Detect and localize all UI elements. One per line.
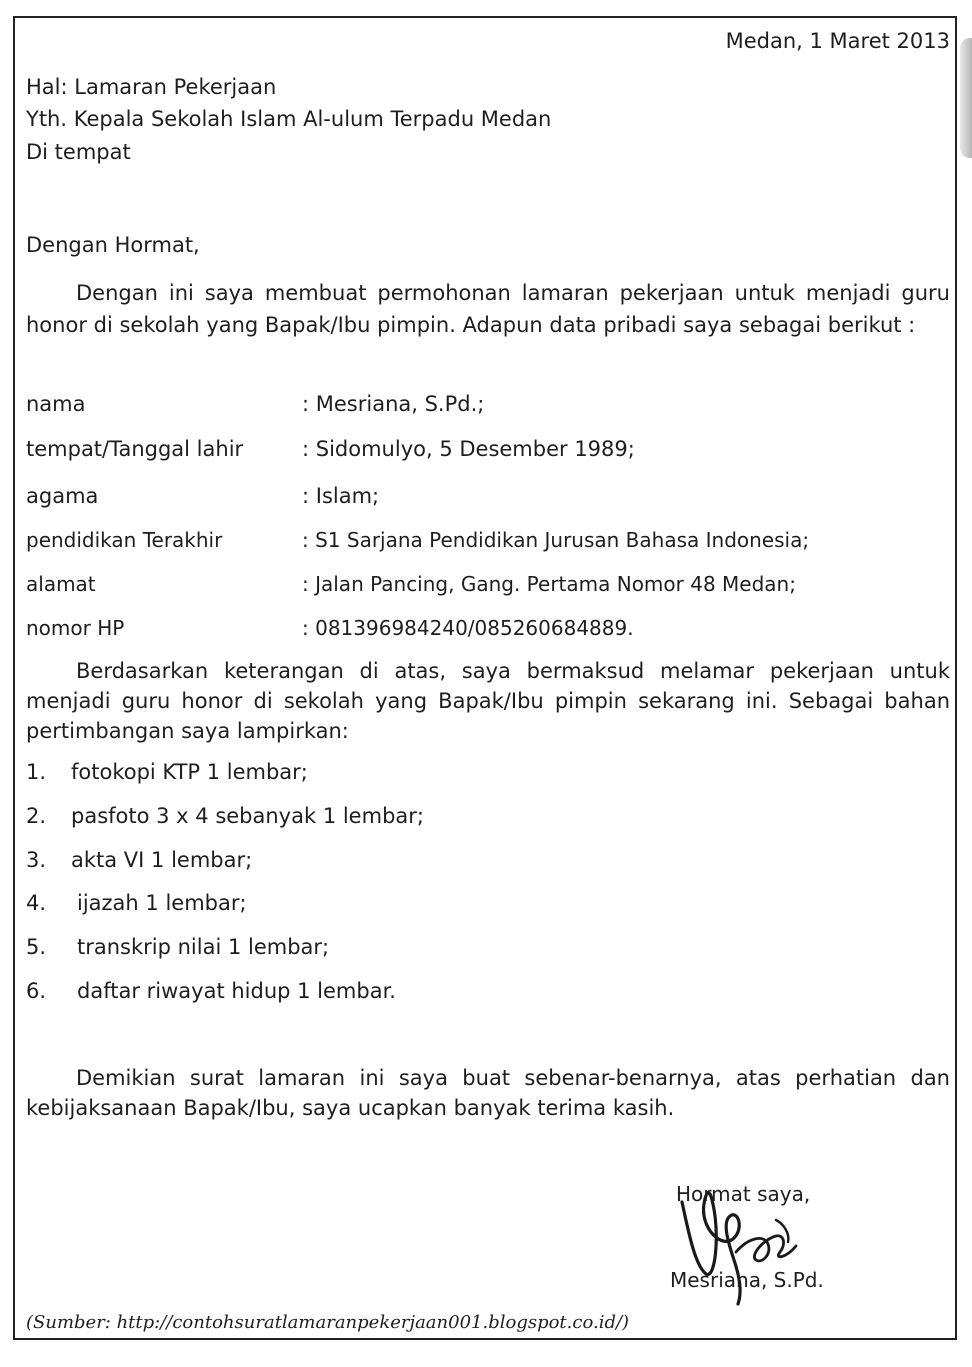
attachment-num: 1.	[26, 760, 47, 784]
location-line: Di tempat	[26, 140, 131, 164]
data-label-pendidikan: pendidikan Terakhir	[26, 528, 223, 552]
data-value-nama: : Mesriana, S.Pd.;	[302, 392, 485, 416]
data-value-alamat: : Jalan Pancing, Gang. Pertama Nomor 48 Medan;	[302, 572, 796, 596]
data-label-nama: nama	[26, 392, 86, 416]
body-text: Berdasarkan keterangan di atas, saya bermaksud melamar pekerjaan untuk menjadi guru honor di sekolah yang Bapak/Ibu pimpin sekarang ini. Sebagai bahan pertimbangan saya lampirkan:	[26, 659, 950, 743]
attachment-num: 2.	[26, 804, 47, 828]
data-value-agama: : Islam;	[302, 484, 380, 508]
subject-line: Hal: Lamaran Pekerjaan	[26, 75, 277, 99]
attachment-text: pasfoto 3 x 4 sebanyak 1 lembar;	[71, 804, 424, 828]
attachment-num: 3.	[26, 848, 47, 872]
attachment-text: daftar riwayat hidup 1 lembar.	[77, 979, 396, 1003]
attachment-text: transkrip nilai 1 lembar;	[77, 935, 330, 959]
intro-paragraph	[26, 277, 950, 341]
recipient-line: Yth. Kepala Sekolah Islam Al-ulum Terpadu Medan	[26, 107, 552, 131]
attachment-text: fotokopi KTP 1 lembar;	[71, 760, 308, 784]
data-label-agama: agama	[26, 484, 99, 508]
attachment-text: akta VI 1 lembar;	[71, 848, 253, 872]
data-label-ttl: tempat/Tanggal lahir	[26, 437, 244, 461]
closing-text: Demikian surat lamaran ini saya buat sebenar-benarnya, atas perhatian dan kebijaksanaan Bapak/Ibu, saya ucapkan banyak terima kasih.	[26, 1066, 950, 1120]
page-edge	[960, 38, 972, 158]
attachment-num: 5.	[26, 935, 47, 959]
place-date: Medan, 1 Maret 2013	[725, 29, 950, 53]
sign-off: Hormat saya,	[676, 1182, 811, 1206]
attachment-text: ijazah 1 lembar;	[77, 891, 247, 915]
closing-paragraph	[26, 1063, 950, 1123]
data-value-ttl: : Sidomulyo, 5 Desember 1989;	[302, 437, 635, 461]
intro-text: Dengan ini saya membuat permohonan lamaran pekerjaan untuk menjadi guru honor di sekolah yang Bapak/Ibu pimpin. Adapun data pribadi saya sebagai berikut :	[26, 281, 950, 337]
body-paragraph	[26, 656, 950, 746]
greeting: Dengan Hormat,	[26, 233, 200, 257]
data-value-hp: : 081396984240/085260684889.	[302, 616, 634, 640]
attachment-num: 6.	[26, 979, 47, 1003]
data-value-pendidikan: : S1 Sarjana Pendidikan Jurusan Bahasa Indonesia;	[302, 528, 810, 552]
data-label-hp: nomor HP	[26, 616, 125, 640]
attachment-num: 4.	[26, 891, 47, 915]
signatory-name: Mesriana, S.Pd.	[670, 1268, 824, 1292]
source-citation: (Sumber: http://contohsuratlamaranpekerjaan001.blogspot.co.id/)	[26, 1312, 630, 1333]
data-label-alamat: alamat	[26, 572, 96, 596]
